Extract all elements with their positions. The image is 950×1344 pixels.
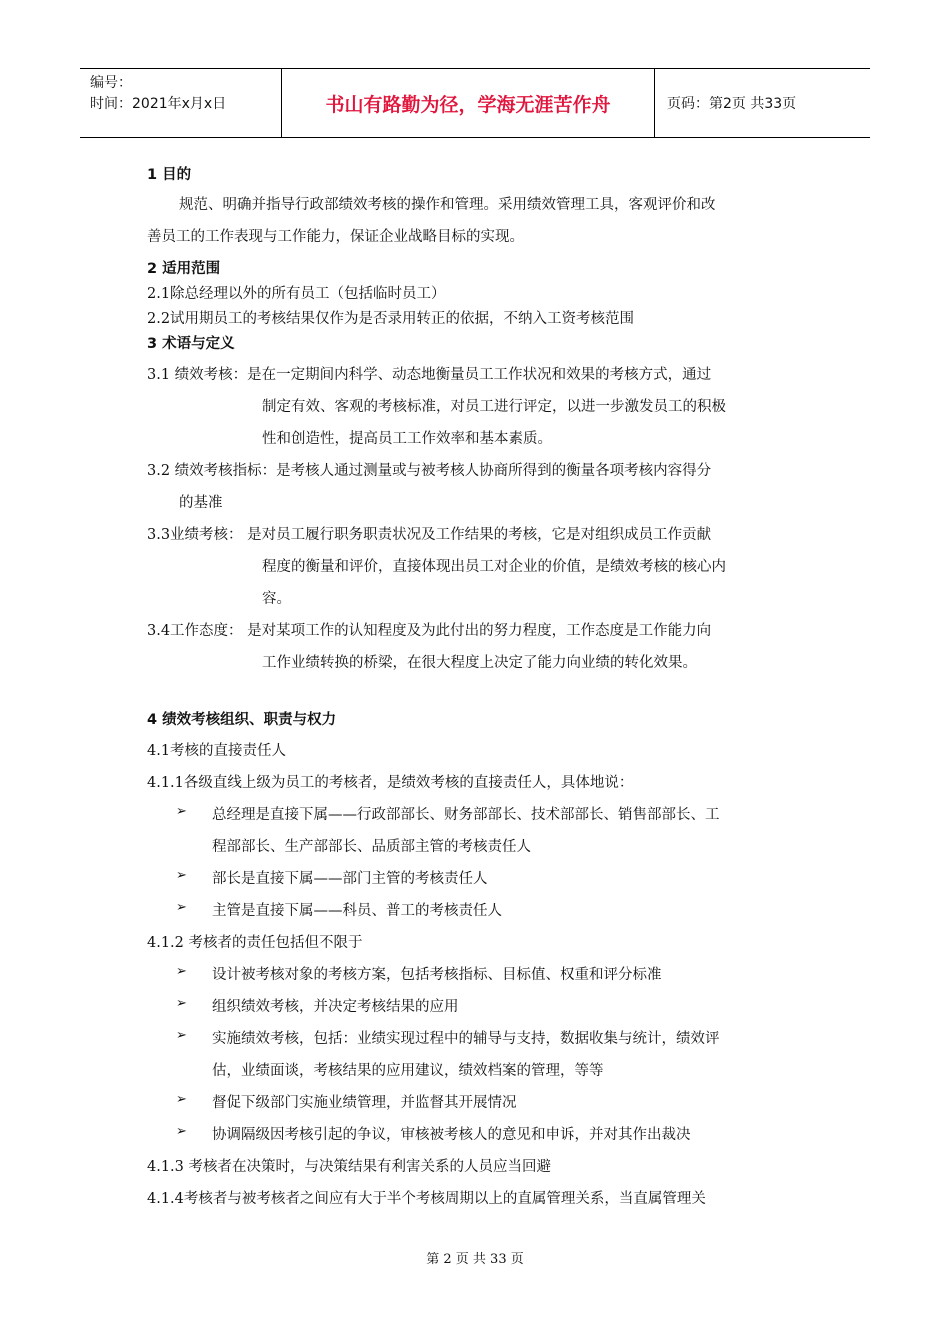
definition-3-4-cont: 工作业绩转换的桥梁，在很大程度上决定了能力向业绩的转化效果。 <box>262 655 697 671</box>
section-1-heading: 1 目的 <box>147 167 192 183</box>
page-footer: 第 2 页 共 33 页 <box>426 1252 524 1267</box>
header-motto: 书山有路勤为径，学海无涯苦作舟 <box>282 69 655 137</box>
bullet-item: 部长是直接下属——部门主管的考核责任人 <box>212 871 488 887</box>
arrow-bullet-icon: ➢ <box>176 1028 187 1043</box>
bullet-item: 总经理是直接下属——行政部部长、财务部部长、技术部部长、销售部部长、工 <box>212 807 720 823</box>
number-label: 编号： <box>90 75 132 91</box>
definition-3-2-cont: 的基准 <box>179 495 223 511</box>
definition-3-1-cont: 性和创造性，提高员工工作效率和基本素质。 <box>262 431 552 447</box>
clause-4-1-4: 4.1.4考核者与被考核者之间应有大于半个考核周期以上的直属管理关系，当直属管理关 <box>147 1191 706 1207</box>
bullet-item: 组织绩效考核，并决定考核结果的应用 <box>212 999 459 1015</box>
definition-3-3-cont: 容。 <box>262 591 291 607</box>
arrow-bullet-icon: ➢ <box>176 996 187 1011</box>
arrow-bullet-icon: ➢ <box>176 1124 187 1139</box>
section-4-heading: 4 绩效考核组织、职责与权力 <box>147 712 337 728</box>
definition-3-1-cont: 制定有效、客观的考核标准，对员工进行评定，以进一步激发员工的积极 <box>262 399 726 415</box>
clause-4-1-1: 4.1.1各级直线上级为员工的考核者，是绩效考核的直接责任人，具体地说： <box>147 775 634 791</box>
arrow-bullet-icon: ➢ <box>176 1092 187 1107</box>
document-header <box>80 68 870 138</box>
clause-4-1: 4.1考核的直接责任人 <box>147 743 287 759</box>
section-2-heading: 2 适用范围 <box>147 261 221 277</box>
time-label: 时间：2021年x月x日 <box>90 96 227 112</box>
arrow-bullet-icon: ➢ <box>176 900 187 915</box>
arrow-bullet-icon: ➢ <box>176 804 187 819</box>
header-meta <box>80 69 282 137</box>
section-3-heading: 3 术语与定义 <box>147 336 235 352</box>
arrow-bullet-icon: ➢ <box>176 868 187 883</box>
paragraph-line: 善员工的工作表现与工作能力，保证企业战略目标的实现。 <box>147 229 524 245</box>
definition-3-1: 3.1 绩效考核：是在一定期间内科学、动态地衡量员工工作状况和效果的考核方式，通过 <box>147 367 712 383</box>
arrow-bullet-icon: ➢ <box>176 964 187 979</box>
definition-3-4: 3.4工作态度： 是对某项工作的认知程度及为此付出的努力程度，工作态度是工作能力向 <box>147 623 712 639</box>
definition-3-3-cont: 程度的衡量和评价，直接体现出员工对企业的价值，是绩效考核的核心内 <box>262 559 726 575</box>
bullet-item-cont: 估，业绩面谈，考核结果的应用建议，绩效档案的管理，等等 <box>212 1063 604 1079</box>
bullet-item: 协调隔级因考核引起的争议，审核被考核人的意见和申诉，并对其作出裁决 <box>212 1127 691 1143</box>
clause-4-1-2: 4.1.2 考核者的责任包括但不限于 <box>147 935 363 951</box>
clause-4-1-3: 4.1.3 考核者在决策时，与决策结果有利害关系的人员应当回避 <box>147 1159 552 1175</box>
bullet-item: 实施绩效考核，包括：业绩实现过程中的辅导与支持，数据收集与统计，绩效评 <box>212 1031 720 1047</box>
header-page-label: 页码：第2页 共33页 <box>667 96 797 112</box>
paragraph-line: 规范、明确并指导行政部绩效考核的操作和管理。采用绩效管理工具，客观评价和改 <box>179 197 716 213</box>
definition-3-2: 3.2 绩效考核指标：是考核人通过测量或与被考核人协商所得到的衡量各项考核内容得分 <box>147 463 712 479</box>
bullet-item: 设计被考核对象的考核方案，包括考核指标、目标值、权重和评分标准 <box>212 967 662 983</box>
clause-2-1: 2.1除总经理以外的所有员工（包括临时员工） <box>147 286 446 302</box>
bullet-item: 督促下级部门实施业绩管理，并监督其开展情况 <box>212 1095 517 1111</box>
definition-3-3: 3.3业绩考核： 是对员工履行职务职责状况及工作结果的考核，它是对组织成员工作贡献 <box>147 527 712 543</box>
clause-2-2: 2.2试用期员工的考核结果仅作为是否录用转正的依据，不纳入工资考核范围 <box>147 311 635 327</box>
bullet-item: 主管是直接下属——科员、普工的考核责任人 <box>212 903 502 919</box>
bullet-item-cont: 程部部长、生产部部长、品质部主管的考核责任人 <box>212 839 531 855</box>
